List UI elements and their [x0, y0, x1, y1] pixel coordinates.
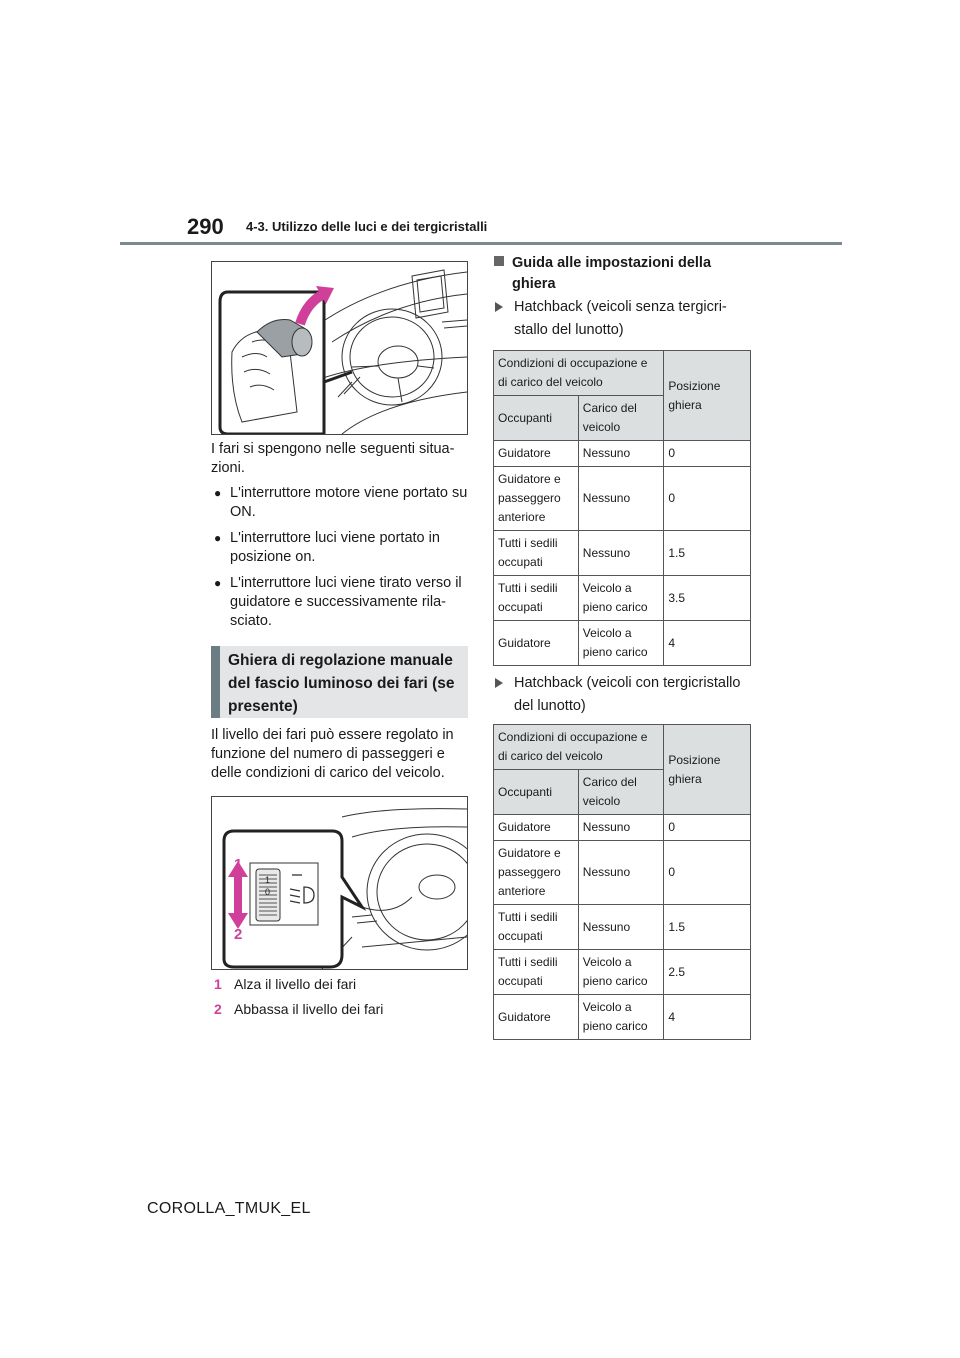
header-occupants: Occupanti [494, 770, 579, 815]
leveling-dial-drawing [212, 797, 467, 969]
off-conditions-list [214, 484, 474, 638]
table-row: Tutti i sedili occupati Nessuno 1.5 [494, 905, 751, 950]
table1-title: Hatchback (veicoli senza tergicri- stallo del lunotto) [494, 296, 764, 342]
section-heading: Ghiera di regolazione manuale del fascio luminoso dei fari (se presente) [228, 652, 455, 715]
table-row: Tutti i sedili occupati Nessuno 1.5 [494, 531, 751, 576]
settings-table-no-rear-wiper [493, 350, 751, 666]
header-position: Posizione ghiera [664, 725, 751, 815]
light-switch-drawing [212, 262, 467, 434]
table-row: Guidatore Nessuno 0 [494, 815, 751, 841]
table-row: Guidatore Veicolo a pieno carico 4 [494, 995, 751, 1040]
guide-heading: Guida alle impostazioni della ghiera [494, 253, 754, 295]
leveling-dial-illustration [211, 796, 468, 970]
section-title: 4-3. Utilizzo delle luci e dei tergicristalli [246, 219, 488, 234]
table-row: Tutti i sedili occupati Veicolo a pieno carico 2.5 [494, 950, 751, 995]
document-code: COROLLA_TMUK_EL [147, 1200, 311, 1217]
table-row: Guidatore Veicolo a pieno carico 4 [494, 621, 751, 666]
list-item: ● L'interruttore luci viene tirato verso il guidatore e successivamente rila- sciato. [214, 574, 474, 631]
legend-item-1: 1 Alza il livello dei fari [214, 976, 357, 992]
dial-mark-1: 1 [265, 875, 271, 885]
square-bullet-icon [494, 256, 504, 266]
legend-item-2: 2 Abbassa il livello dei fari [214, 1001, 384, 1017]
leveling-paragraph: Il livello dei fari può essere regolato in funzione del numero di passeggeri e delle condizioni di carico del veicolo. [211, 727, 454, 781]
settings-table-with-rear-wiper [493, 724, 751, 1040]
header-conditions: Condizioni di occupazione e di carico del veicolo [494, 725, 664, 770]
header-position: Posizione ghiera [664, 351, 751, 441]
section-heading-box [211, 646, 468, 718]
light-switch-illustration [211, 261, 468, 435]
triangle-bullet-icon [495, 678, 503, 688]
page-number: 290 [187, 214, 224, 239]
triangle-bullet-icon [495, 302, 503, 312]
table-row: Guidatore e passeggero anteriore Nessuno 0 [494, 467, 751, 531]
header-load: Carico del veicolo [578, 396, 664, 441]
header-occupants: Occupanti [494, 396, 579, 441]
list-item: ● L'interruttore luci viene portato in posizione on. [214, 529, 474, 567]
table2-title: Hatchback (veicoli con tergicristallo del lunotto) [494, 672, 764, 718]
table-row: Guidatore e passeggero anteriore Nessuno 0 [494, 841, 751, 905]
list-item: ● L'interruttore motore viene portato su ON. [214, 484, 474, 522]
table-row: Guidatore Nessuno 0 [494, 441, 751, 467]
dial-mark-0: 0 [265, 887, 271, 897]
table-row: Tutti i sedili occupati Veicolo a pieno carico 3.5 [494, 576, 751, 621]
intro-line-2: zioni. [211, 460, 245, 476]
label-up: 1 [234, 856, 243, 873]
intro-line-1: I fari si spengono nelle seguenti situa- [211, 441, 455, 457]
header-conditions: Condizioni di occupazione e di carico del veicolo [494, 351, 664, 396]
header-rule [120, 242, 842, 245]
header-load: Carico del veicolo [578, 770, 664, 815]
label-down: 2 [234, 926, 243, 943]
intro-paragraph [211, 440, 471, 478]
